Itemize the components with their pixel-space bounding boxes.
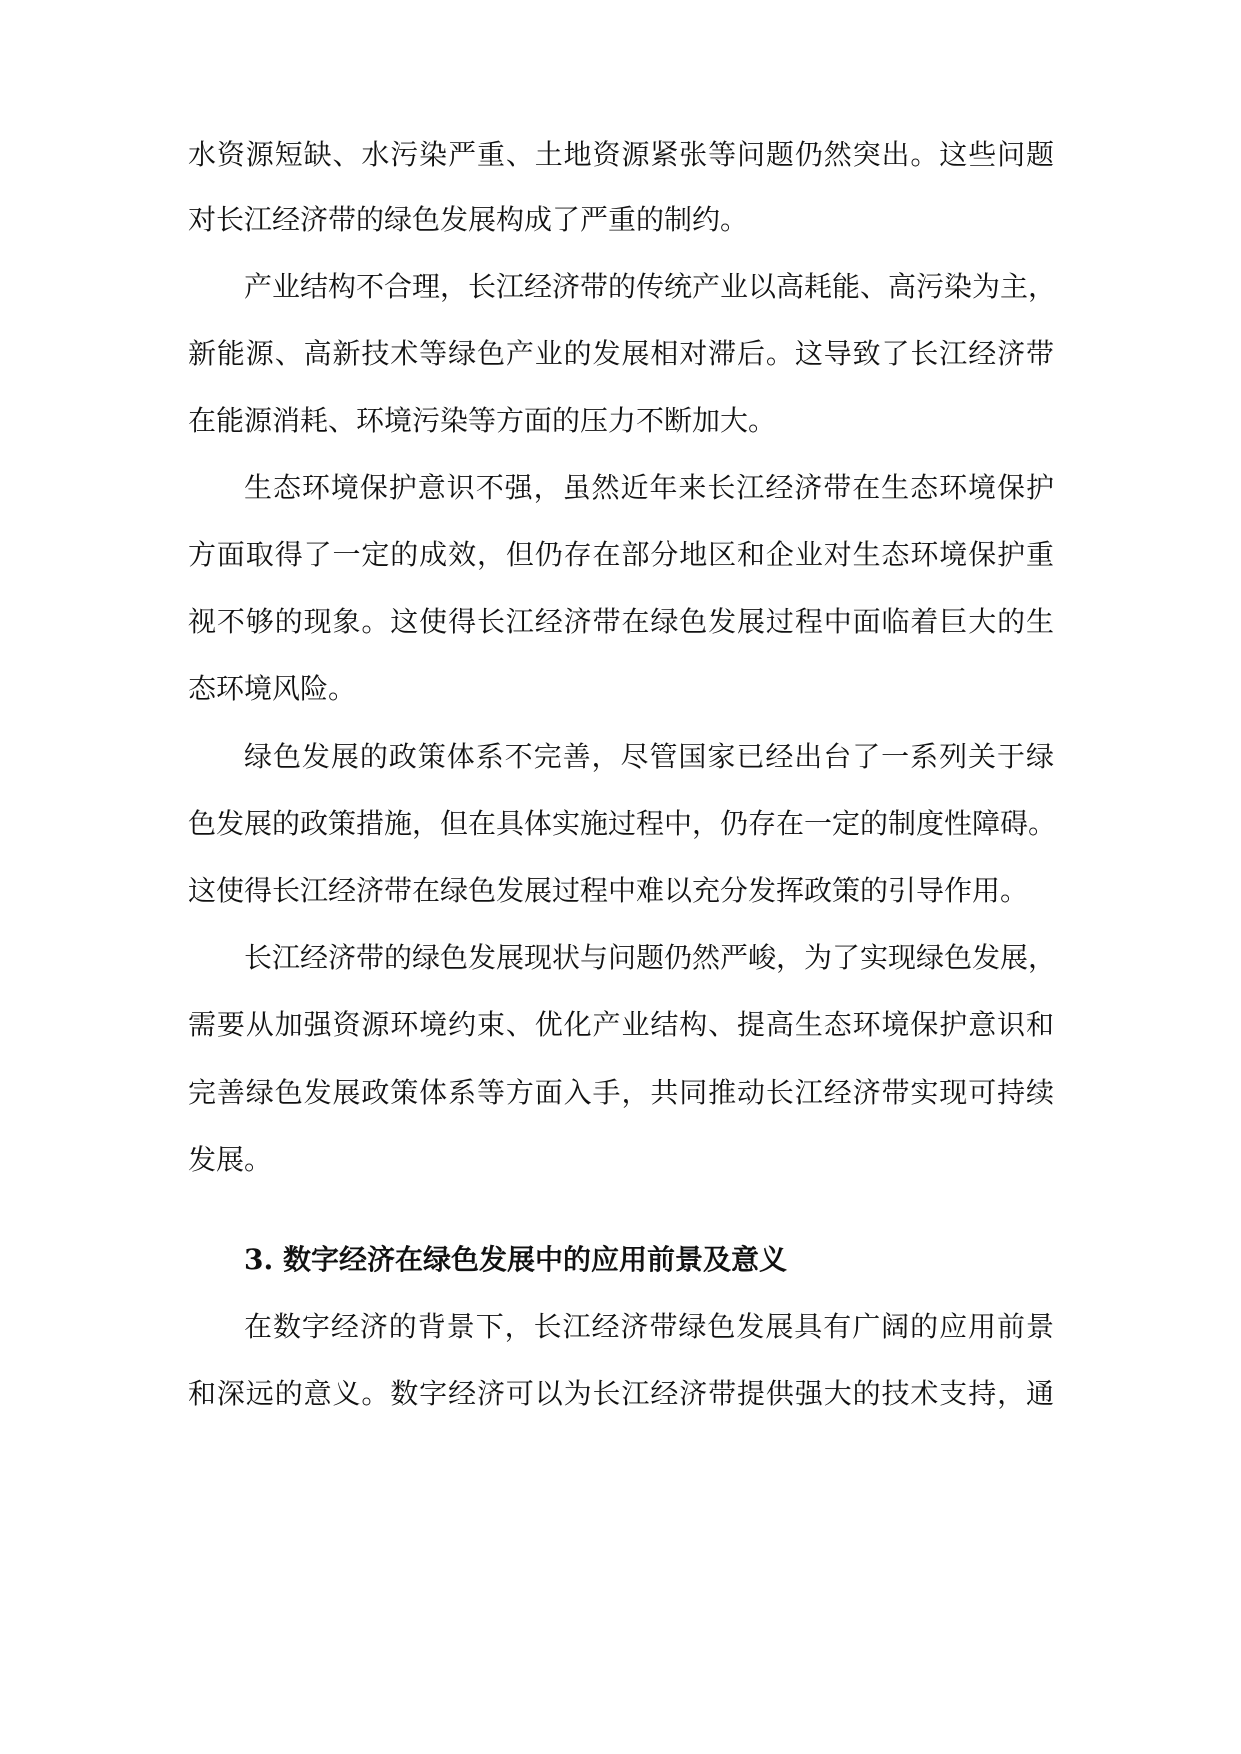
paragraph-4-line-1: 绿色发展的政策体系不完善，尽管国家已经出台了一系列关于绿 <box>244 740 1054 773</box>
paragraph-2-line-1: 产业结构不合理，长江经济带的传统产业以高耗能、高污染为主， <box>244 270 1057 303</box>
paragraph-3-line-4: 态环境风险。 <box>188 672 357 705</box>
paragraph-5-line-4: 发展。 <box>188 1143 273 1176</box>
paragraph-6-line-2: 和深远的意义。数字经济可以为长江经济带提供强大的技术支持，通 <box>188 1377 1054 1410</box>
paragraph-4-line-2: 色发展的政策措施，但在具体实施过程中，仍存在一定的制度性障碍。 <box>188 807 1057 840</box>
paragraph-5-line-1: 长江经济带的绿色发展现状与问题仍然严峻，为了实现绿色发展， <box>244 941 1057 974</box>
paragraph-2-line-2: 新能源、高新技术等绿色产业的发展相对滞后。这导致了长江经济带 <box>188 337 1054 370</box>
paragraph-1-line-2: 对长江经济带的绿色发展构成了严重的制约。 <box>188 203 749 236</box>
paragraph-3-line-2: 方面取得了一定的成效，但仍存在部分地区和企业对生态环境保护重 <box>188 538 1054 571</box>
section-heading: 3. 数字经济在绿色发展中的应用前景及意义 <box>244 1243 787 1276</box>
paragraph-6-line-1: 在数字经济的背景下，长江经济带绿色发展具有广阔的应用前景 <box>244 1310 1054 1343</box>
paragraph-1-line-1: 水资源短缺、水污染严重、土地资源紧张等问题仍然突出。这些问题 <box>188 138 1054 171</box>
paragraph-5-line-2: 需要从加强资源环境约束、优化产业结构、提高生态环境保护意识和 <box>188 1008 1054 1041</box>
paragraph-3-line-3: 视不够的现象。这使得长江经济带在绿色发展过程中面临着巨大的生 <box>188 605 1054 638</box>
paragraph-4-line-3: 这使得长江经济带在绿色发展过程中难以充分发挥政策的引导作用。 <box>188 874 1029 907</box>
paragraph-3-line-1: 生态环境保护意识不强，虽然近年来长江经济带在生态环境保护 <box>244 471 1054 504</box>
paragraph-2-line-3: 在能源消耗、环境污染等方面的压力不断加大。 <box>188 404 777 437</box>
paragraph-5-line-3: 完善绿色发展政策体系等方面入手，共同推动长江经济带实现可持续 <box>188 1076 1054 1109</box>
